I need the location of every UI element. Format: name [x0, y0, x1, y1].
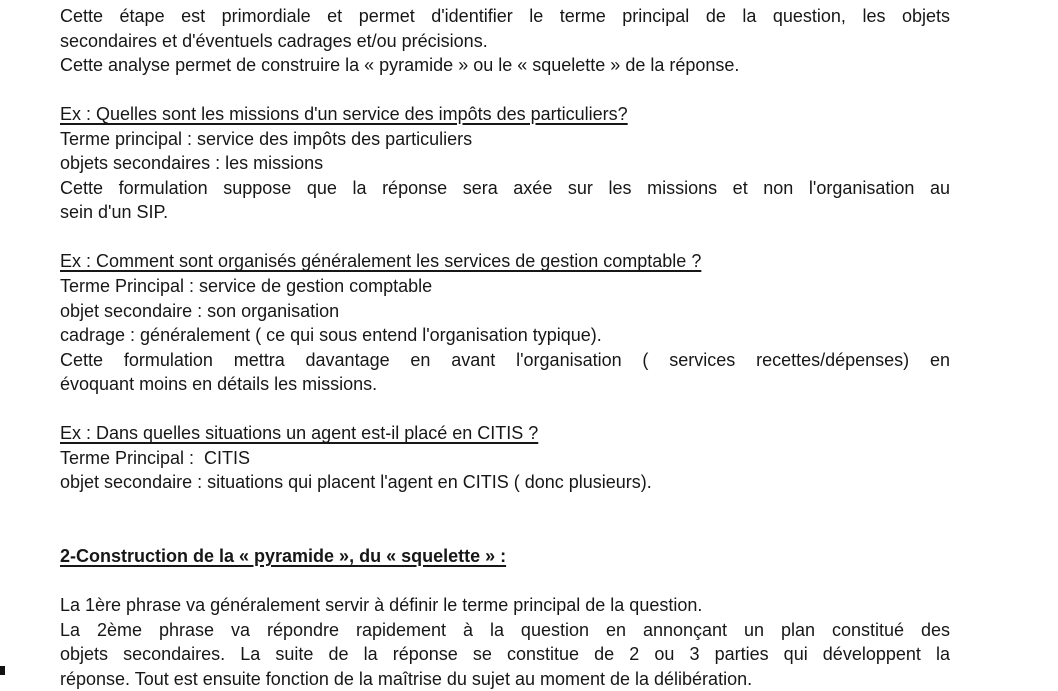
intro-line-2: secondaires et d'éventuels cadrages et/ou précisions.	[60, 30, 488, 51]
example-2-cadrage: cadrage : généralement ( ce qui sous entend l'organisation typique).	[60, 325, 602, 346]
blank-line	[60, 569, 950, 594]
blank-line	[60, 495, 950, 520]
blank-line	[60, 225, 950, 250]
example-2-comment-line-2: évoquant moins en détails les missions.	[60, 374, 378, 395]
section-2-line-2: La 2ème phrase va répondre rapidement à la question en annonçant un plan constitué des	[60, 619, 950, 640]
example-2-comment-line-1: Cette formulation mettra davantage en avant l'organisation ( services recettes/dépenses) en	[60, 349, 950, 370]
example-3-terme-principal: Terme Principal : CITIS	[60, 447, 251, 468]
section-2-clipped-line: réponse. Tout est ensuite fonction de la maîtrise du sujet au moment de la délibération.	[60, 668, 753, 689]
section-2-heading: 2-Construction de la « pyramide », du « squelette » :	[60, 546, 507, 567]
blank-line	[60, 78, 950, 103]
scan-artifact	[0, 666, 5, 675]
section-2-line-1: La 1ère phrase va généralement servir à définir le terme principal de la question.	[60, 595, 703, 616]
example-2-heading: Ex : Comment sont organisés généralement les services de gestion comptable ?	[60, 251, 702, 272]
example-1-comment-line-1: Cette formulation suppose que la réponse sera axée sur les missions et non l'organisation au	[60, 177, 950, 198]
example-2-terme-principal: Terme Principal : service de gestion comptable	[60, 276, 433, 297]
intro-line-3: Cette analyse permet de construire la « pyramide » ou le « squelette » de la réponse.	[60, 55, 740, 76]
section-2-line-3: objets secondaires. La suite de la réponse se constitue de 2 ou 3 parties qui développent la	[60, 644, 950, 665]
example-1-terme-principal: Terme principal : service des impôts des particuliers	[60, 128, 473, 149]
example-1-objets-secondaires: objets secondaires : les missions	[60, 153, 324, 174]
example-1-comment-line-2: sein d'un SIP.	[60, 202, 169, 223]
example-3-heading: Ex : Dans quelles situations un agent est-il placé en CITIS ?	[60, 423, 539, 444]
blank-line	[60, 519, 950, 544]
example-1-heading: Ex : Quelles sont les missions d'un service des impôts des particuliers?	[60, 104, 628, 125]
example-3-objet-secondaire: objet secondaire : situations qui placent l'agent en CITIS ( donc plusieurs).	[60, 472, 652, 493]
example-2-objet-secondaire: objet secondaire : son organisation	[60, 300, 340, 321]
blank-line	[60, 397, 950, 422]
intro-line-1: Cette étape est primordiale et permet d'identifier le terme principal de la question, les objets	[60, 6, 950, 26]
